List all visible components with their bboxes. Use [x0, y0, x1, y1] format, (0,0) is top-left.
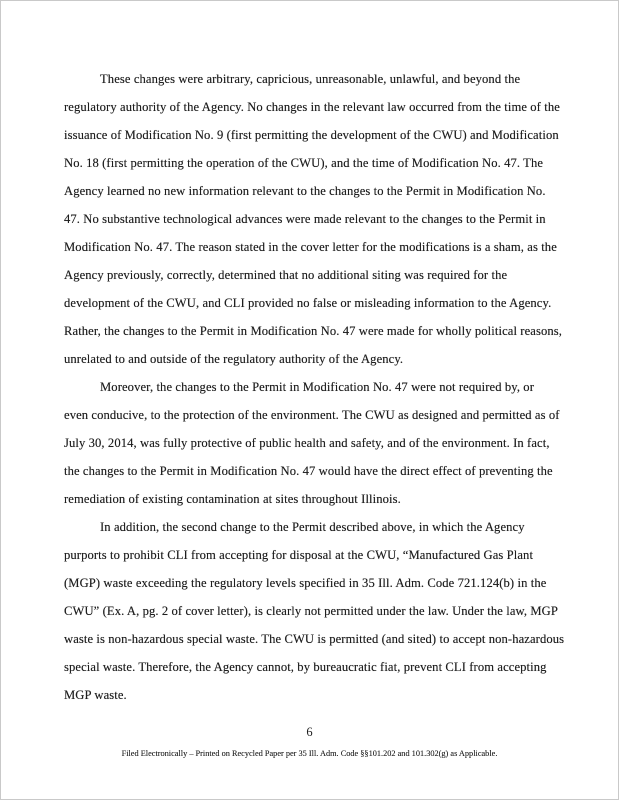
text-line: remediation of existing contamination at sites throughout Illinois.	[64, 492, 401, 506]
text-line: development of the CWU, and CLI provided no false or misleading information to the Agency.	[64, 296, 552, 310]
text-line: issuance of Modification No. 9 (first permitting the development of the CWU) and Modification	[64, 128, 559, 142]
text-line: These changes were arbitrary, capricious, unreasonable, unlawful, and beyond the	[100, 72, 521, 86]
text-line: 47. No substantive technological advances were made relevant to the changes to the Permit in	[64, 212, 546, 226]
paragraph	[64, 65, 563, 373]
text-line: MGP waste.	[64, 688, 127, 702]
text-line: unrelated to and outside of the regulatory authority of the Agency.	[64, 352, 404, 366]
text-line: CWU” (Ex. A, pg. 2 of cover letter), is clearly not permitted under the law. Under the law, MGP	[64, 604, 558, 618]
text-line: even conducive, to the protection of the environment. The CWU as designed and permitted as of	[64, 408, 560, 422]
text-line: regulatory authority of the Agency. No changes in the relevant law occurred from the time of the	[64, 100, 560, 114]
text-line: Modification No. 47. The reason stated in the cover letter for the modifications is a sham, as the	[64, 240, 557, 254]
text-line: In addition, the second change to the Permit described above, in which the Agency	[100, 520, 525, 534]
paragraph	[64, 373, 560, 513]
text-line: purports to prohibit CLI from accepting for disposal at the CWU, “Manufactured Gas Plant	[64, 548, 534, 562]
text-line: Rather, the changes to the Permit in Modification No. 47 were made for wholly political reasons,	[64, 324, 563, 338]
text-line: Moreover, the changes to the Permit in Modification No. 47 were not required by, or	[100, 380, 535, 394]
text-line: the changes to the Permit in Modification No. 47 would have the direct effect of preventing the	[64, 464, 553, 478]
text-line: Agency previously, correctly, determined that no additional siting was required for the	[64, 268, 508, 282]
paragraph	[64, 513, 565, 709]
footer-text: Filed Electronically – Printed on Recycled Paper per 35 Ill. Adm. Code §§101.202 and 101.302(g) as Applicable.	[121, 749, 498, 758]
text-line: Agency learned no new information relevant to the changes to the Permit in Modification No.	[64, 184, 546, 198]
page-number: 6	[306, 725, 313, 739]
text-line: July 30, 2014, was fully protective of public health and safety, and of the environment. In fact,	[64, 436, 550, 450]
body-text	[64, 65, 565, 709]
text-line: waste is non-hazardous special waste. The CWU is permitted (and sited) to accept non-hazardous	[64, 632, 565, 646]
text-line: (MGP) waste exceeding the regulatory levels specified in 35 Ill. Adm. Code 721.124(b) in the	[64, 576, 547, 590]
text-line: special waste. Therefore, the Agency cannot, by bureaucratic fiat, prevent CLI from accepting	[64, 660, 547, 674]
text-line: No. 18 (first permitting the operation of the CWU), and the time of Modification No. 47. The	[64, 156, 544, 170]
